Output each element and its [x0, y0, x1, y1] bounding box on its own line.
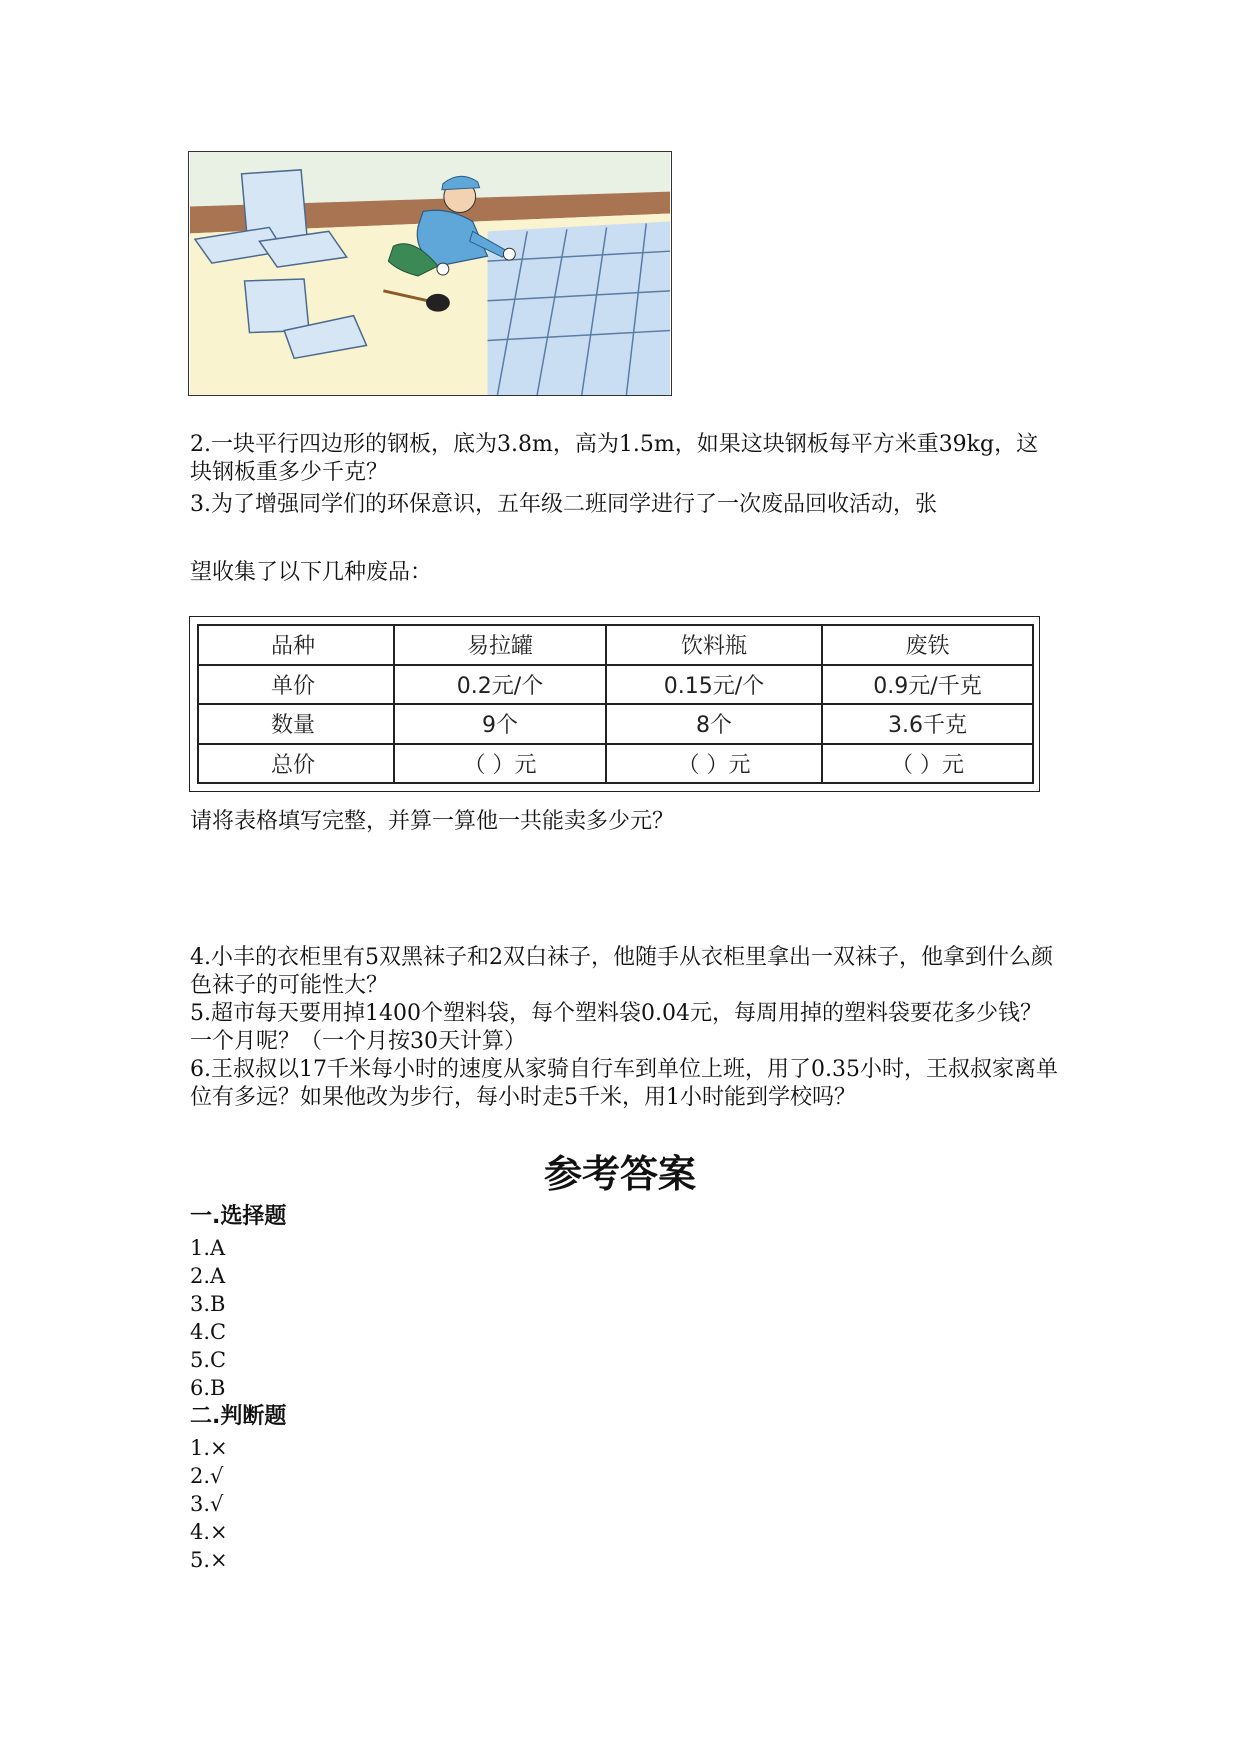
- list-item: 1.×: [190, 1436, 228, 1460]
- question-3-intro-cont: 望收集了以下几种废品：: [190, 560, 433, 585]
- list-item: 2.A: [190, 1264, 226, 1288]
- worker-tiling-illustration: [188, 151, 672, 396]
- question-6: 6.王叔叔以17千米每小时的速度从家骑自行车到单位上班，用了0.35小时，王叔叔家离单位有多远？如果他改为步行，每小时走5千米，用1小时能到学校吗？: [190, 1057, 1058, 1110]
- table-cell: 品种: [198, 625, 394, 665]
- question-5: 5.超市每天要用掉1400个塑料袋，每个塑料袋0.04元，每周用掉的塑料袋要花多少钱？一个月呢？（一个月按30天计算）: [190, 1001, 1042, 1054]
- question-2: 2.一块平行四边形的钢板，底为3.8m，高为1.5m，如果这块钢板每平方米重39kg，这块钢板重多少千克？: [190, 432, 1039, 485]
- table-cell: 废铁: [822, 625, 1033, 665]
- answer-key-title: 参考答案: [543, 1152, 696, 1196]
- list-item: 2.√: [190, 1464, 224, 1488]
- list-item: 3.√: [190, 1492, 224, 1516]
- table-cell[interactable]: （ ）元: [606, 744, 822, 784]
- list-item: 5.C: [190, 1348, 227, 1372]
- section-heading-choice: 一.选择题: [190, 1204, 287, 1229]
- list-item: 4.C: [190, 1320, 227, 1344]
- list-item: 1.A: [190, 1236, 226, 1260]
- list-item: 3.B: [190, 1292, 226, 1316]
- table-cell: 数量: [198, 704, 394, 744]
- table-row: [198, 744, 1033, 784]
- table-cell: 3.6千克: [822, 704, 1033, 744]
- table-row: [198, 665, 1033, 705]
- waste-collection-table: [197, 624, 1034, 784]
- section-heading-judgment: 二.判断题: [190, 1404, 287, 1429]
- list-item: 5.×: [190, 1548, 228, 1572]
- table-cell: 饮料瓶: [606, 625, 822, 665]
- question-3-intro: 3.为了增强同学们的环保意识，五年级二班同学进行了一次废品回收活动，张: [190, 492, 937, 517]
- table-row: [198, 704, 1033, 744]
- question-4: 4.小丰的衣柜里有5双黑袜子和2双白袜子，他随手从衣柜里拿出一双袜子，他拿到什么颜色袜子的可能性大？: [190, 945, 1053, 998]
- list-item: 4.×: [190, 1520, 228, 1544]
- table-header-row: [198, 625, 1033, 665]
- list-item: 6.B: [190, 1376, 226, 1400]
- table-cell: 0.2元/个: [394, 665, 606, 705]
- table-cell: 9个: [394, 704, 606, 744]
- table-cell[interactable]: （ ）元: [822, 744, 1033, 784]
- waste-table-frame: [189, 616, 1040, 792]
- table-cell: 单价: [198, 665, 394, 705]
- table-cell: 易拉罐: [394, 625, 606, 665]
- table-cell: 0.15元/个: [606, 665, 822, 705]
- question-3-prompt: 请将表格填写完整，并算一算他一共能卖多少元？: [190, 809, 675, 834]
- table-cell: 总价: [198, 744, 394, 784]
- table-cell[interactable]: （ ）元: [394, 744, 606, 784]
- table-cell: 8个: [606, 704, 822, 744]
- tiling-scene-image: [189, 152, 671, 395]
- table-cell: 0.9元/千克: [822, 665, 1033, 705]
